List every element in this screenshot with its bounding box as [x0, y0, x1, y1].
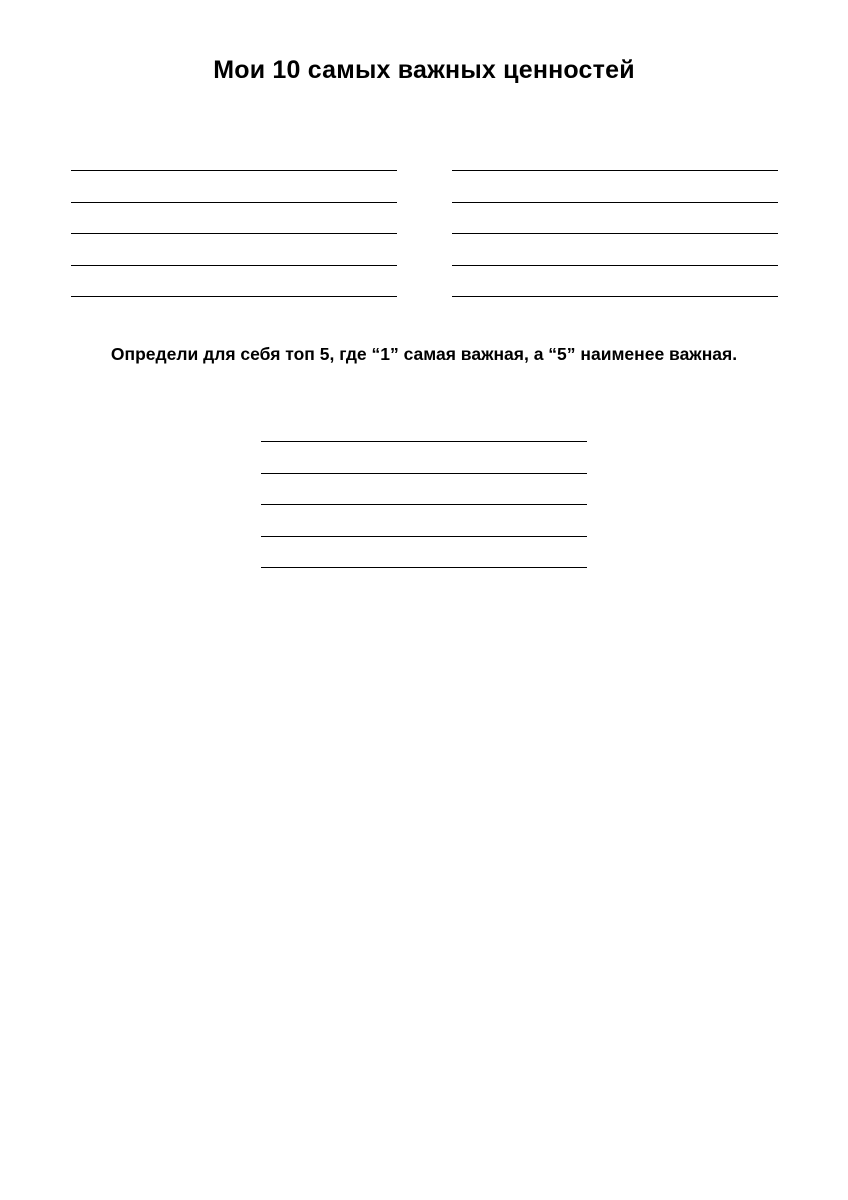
value-line-6[interactable]	[452, 140, 778, 171]
values-list-right	[452, 140, 778, 297]
top5-list	[261, 411, 587, 568]
value-line-5[interactable]	[71, 266, 397, 297]
top5-line-4[interactable]	[261, 505, 587, 536]
value-line-9[interactable]	[452, 234, 778, 265]
value-line-3[interactable]	[71, 203, 397, 234]
value-line-2[interactable]	[71, 171, 397, 202]
values-list-left	[71, 140, 397, 297]
value-line-8[interactable]	[452, 203, 778, 234]
value-line-1[interactable]	[71, 140, 397, 171]
value-line-7[interactable]	[452, 171, 778, 202]
instruction-text: Определи для себя топ 5, где “1” самая важная, а “5” наименее важная.	[110, 344, 738, 364]
top5-line-1[interactable]	[261, 411, 587, 442]
top5-line-2[interactable]	[261, 442, 587, 473]
value-line-10[interactable]	[452, 266, 778, 297]
top5-line-3[interactable]	[261, 474, 587, 505]
value-line-4[interactable]	[71, 234, 397, 265]
top5-line-5[interactable]	[261, 537, 587, 568]
page-title: Мои 10 самых важных ценностей	[213, 56, 635, 84]
